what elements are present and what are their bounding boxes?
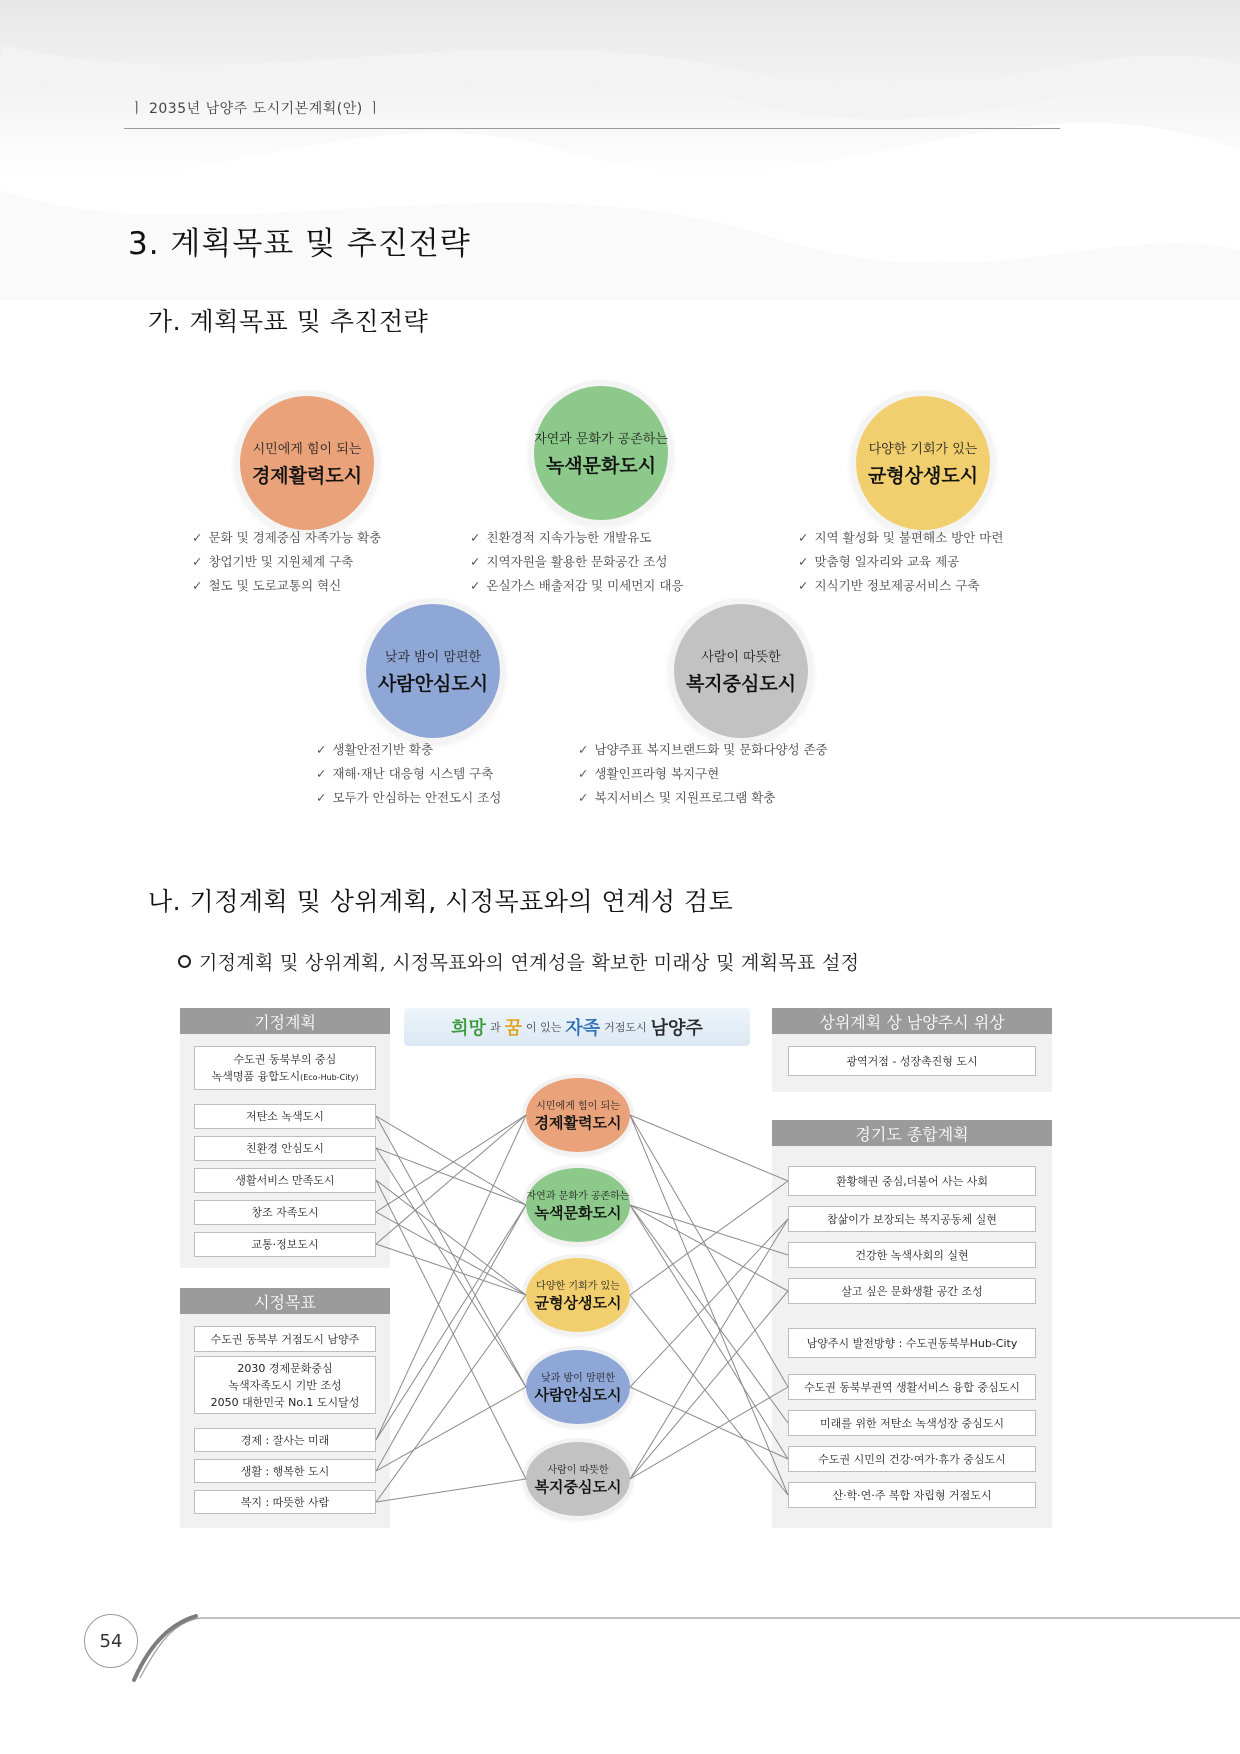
goal-circle-welfare [674, 604, 808, 738]
bullet-text: 기정계획 및 상위계획, 시정목표와의 연계성을 확보한 미래상 및 계획목표 설정 [199, 952, 860, 974]
checklist-item: ✓ 복지서비스 및 지원프로그램 확충 [578, 786, 828, 810]
city-goals-title: 시정목표 [180, 1288, 390, 1314]
checklist-item: ✓ 재해·재난 대응형 시스템 구축 [316, 762, 501, 786]
city-goals-detail [194, 1356, 376, 1414]
checklist-item: ✓ 창업기반 및 지원체계 구축 [192, 550, 381, 574]
node-subtitle: 낮과 밤이 맘편한 [541, 1373, 615, 1384]
linkage-bullet [178, 948, 859, 975]
checklist-item: ✓ 지역자원을 활용한 문화공간 조성 [470, 550, 684, 574]
checklist-item: ✓ 생활인프라형 복지구현 [578, 762, 828, 786]
existing-plan-item: 교통·정보도시 [194, 1232, 376, 1257]
checklist-item: ✓ 맞춤형 일자리와 교육 제공 [798, 550, 1003, 574]
goal-economy-checklist [192, 526, 381, 598]
detail-line: 녹색자족도시 기반 조성 [228, 1378, 342, 1392]
city-goals-item: 생활 : 행복한 도시 [194, 1459, 376, 1483]
direction-item: 수도권 시민의 건강·여가·휴가 중심도시 [788, 1446, 1036, 1472]
existing-plan-title: 기정계획 [180, 1008, 390, 1034]
direction-item: 미래를 위한 저탄소 녹색성장 중심도시 [788, 1410, 1036, 1436]
existing-plan-item: 친환경 안심도시 [194, 1136, 376, 1161]
checklist-item: ✓ 모두가 안심하는 안전도시 조성 [316, 786, 501, 810]
goal-circle-subtitle: 다양한 기회가 있는 [868, 442, 978, 457]
gyeonggi-plan-item: 환황해권 중심,더불어 사는 사회 [788, 1166, 1036, 1196]
node-title: 녹색문화도시 [534, 1204, 622, 1222]
checklist-item: ✓ 남양주표 복지브랜드화 및 문화다양성 존중 [578, 738, 828, 762]
node-title: 복지중심도시 [534, 1478, 622, 1496]
node-subtitle: 자연과 문화가 공존하는 [526, 1191, 630, 1202]
slogan-particle: 이 있는 [525, 1021, 562, 1034]
existing-plan-item: 창조 자족도시 [194, 1200, 376, 1225]
node-title: 사람안심도시 [534, 1386, 622, 1404]
goal-balance-checklist [798, 526, 1003, 598]
checklist-item: ✓ 온실가스 배출저감 및 미세먼지 대응 [470, 574, 684, 598]
goal-circle-safety [366, 604, 500, 738]
vision-line: 녹색명품 융합도시(Eco-Hub-City) [211, 1069, 359, 1083]
existing-plan-item: 생활서비스 만족도시 [194, 1168, 376, 1193]
header-divider [124, 128, 1060, 129]
goal-circle-economy [240, 396, 374, 530]
checklist-item: ✓ 생활안전기반 확충 [316, 738, 501, 762]
city-goals-item: 복지 : 따뜻한 사람 [194, 1490, 376, 1514]
development-direction: 남양주시 발전방향 : 수도권동북부Hub-City [788, 1328, 1036, 1358]
goal-circle-title: 녹색문화도시 [545, 455, 657, 477]
slogan-word: 자족 [565, 1018, 601, 1039]
upper-plan-title: 상위계획 상 남양주시 위상 [772, 1008, 1052, 1034]
center-goal-node-green-culture [526, 1168, 630, 1242]
node-subtitle: 다양한 기회가 있는 [536, 1281, 620, 1292]
goal-circle-balance [856, 396, 990, 530]
city-goals-item: 경제 : 잘사는 미래 [194, 1428, 376, 1452]
existing-plan-vision [194, 1046, 376, 1090]
checklist-item: ✓ 친환경적 지속가능한 개발유도 [470, 526, 684, 550]
goal-green-culture-checklist [470, 526, 684, 598]
goal-circle-green-culture [534, 386, 668, 520]
node-subtitle: 사람이 따뜻한 [547, 1465, 609, 1476]
goal-welfare-checklist [578, 738, 828, 810]
section-title: 3. 계획목표 및 추진전략 [128, 226, 471, 262]
direction-item: 수도권 동북부권역 생활서비스 융합 중심도시 [788, 1374, 1036, 1400]
gyeonggi-plan-item: 건강한 녹색사회의 실현 [788, 1242, 1036, 1268]
node-title: 균형상생도시 [534, 1294, 622, 1312]
existing-plan-item: 저탄소 녹색도시 [194, 1104, 376, 1129]
slogan-word: 꿈 [504, 1018, 522, 1039]
goal-circle-subtitle: 낮과 밤이 맘편한 [384, 650, 482, 665]
checklist-item: ✓ 문화 및 경제중심 자족가능 확충 [192, 526, 381, 550]
upper-plan-status: 광역거점 - 성장촉진형 도시 [788, 1046, 1036, 1076]
goal-circle-subtitle: 자연과 문화가 공존하는 [534, 432, 668, 447]
goal-circle-title: 경제활력도시 [251, 465, 363, 487]
page-number: 54 [84, 1614, 138, 1668]
circle-bullet-icon [178, 955, 191, 968]
goal-circle-subtitle: 사람이 따뜻한 [701, 650, 781, 665]
slogan-particle: 과 [489, 1021, 501, 1034]
goal-circle-subtitle: 시민에게 힘이 되는 [252, 442, 362, 457]
city-goals-vision: 수도권 동북부 거점도시 남양주 [194, 1326, 376, 1352]
vision-line: 수도권 동북부의 중심 [233, 1052, 337, 1066]
goal-circle-title: 사람안심도시 [377, 673, 489, 695]
center-goal-node-safety [526, 1350, 630, 1424]
direction-item: 산·학·연·주 복합 자립형 거점도시 [788, 1482, 1036, 1508]
slogan-word: 희망 [451, 1018, 486, 1039]
node-title: 경제활력도시 [534, 1114, 622, 1132]
detail-line: 2030 경제문화중심 [237, 1361, 333, 1375]
node-subtitle: 시민에게 힘이 되는 [536, 1101, 620, 1112]
footer-swoosh-decoration [0, 1600, 1240, 1690]
subsection-title-a: 가. 계획목표 및 추진전략 [148, 307, 429, 336]
detail-line: 2050 대한민국 No.1 도시달성 [210, 1395, 360, 1409]
gyeonggi-plan-item: 살고 싶은 문화생활 공간 조성 [788, 1278, 1036, 1304]
goal-safety-checklist [316, 738, 501, 810]
checklist-item: ✓ 철도 및 도로교통의 혁신 [192, 574, 381, 598]
goal-circle-title: 균형상생도시 [867, 465, 979, 487]
center-goal-node-welfare [526, 1442, 630, 1516]
subsection-title-b: 나. 기정계획 및 상위계획, 시정목표와의 연계성 검토 [148, 887, 734, 916]
gyeonggi-plan-title: 경기도 종합계획 [772, 1120, 1052, 1146]
slogan-particle: 거점도시 [604, 1021, 647, 1034]
vision-slogan-banner [404, 1008, 750, 1046]
checklist-item: ✓ 지역 활성화 및 불편해소 방안 마련 [798, 526, 1003, 550]
goal-circle-title: 복지중심도시 [685, 673, 797, 695]
center-goal-node-economy [526, 1078, 630, 1152]
gyeonggi-plan-item: 참삶이가 보장되는 복지공동체 실현 [788, 1206, 1036, 1232]
running-header: ㅣ 2035년 남양주 도시기본계획(안) ㅣ [130, 101, 382, 117]
checklist-item: ✓ 지식기반 정보제공서비스 구축 [798, 574, 1003, 598]
center-goal-node-balance [526, 1258, 630, 1332]
slogan-word: 남양주 [650, 1018, 703, 1039]
